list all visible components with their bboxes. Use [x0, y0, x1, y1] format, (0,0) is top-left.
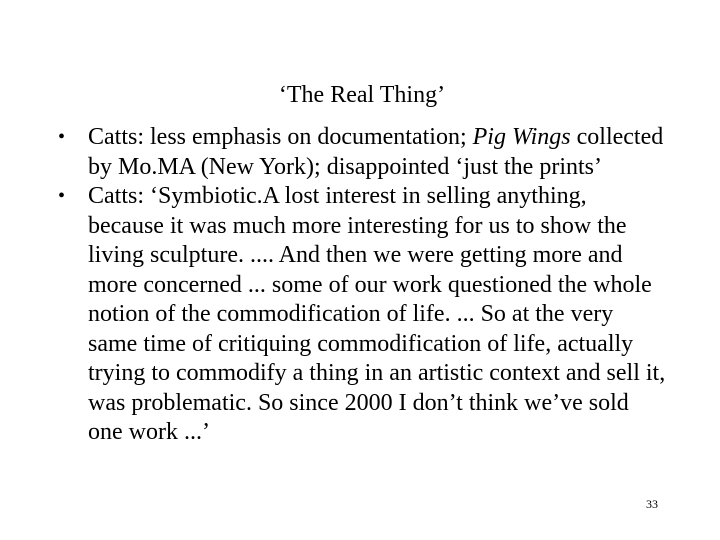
- slide-number: 33: [646, 497, 658, 511]
- bullet-text-2: Catts: ‘Symbiotic.A lost interest in selling anything, because it was much more interesting for us to show the living sculpture. .... And then we were getting more and more concerned ... some of our work questioned the whole notion of the commodification of life. ... So at the very same time of critiquing commodification of life, actually trying to commodify a thing in an artistic context and sell it, was problematic. So since 2000 I don’t think we’ve sold one work ...’: [88, 183, 666, 445]
- bullet-item-2: [58, 182, 668, 448]
- bullet-list: [58, 123, 668, 448]
- bullet-text-1-post: collected by Mo.MA (New York); disappointed ‘just the prints’: [88, 124, 664, 180]
- bullet-icon: •: [58, 126, 66, 148]
- bullet-item-1: [58, 123, 668, 182]
- slide-title: ‘The Real Thing’: [278, 82, 446, 108]
- artwork-title: Pig Wings: [472, 124, 571, 150]
- bullet-text-1: [88, 124, 663, 180]
- bullet-text-1-pre: Catts: less emphasis on documentation;: [88, 124, 473, 150]
- bullet-icon: •: [58, 185, 66, 207]
